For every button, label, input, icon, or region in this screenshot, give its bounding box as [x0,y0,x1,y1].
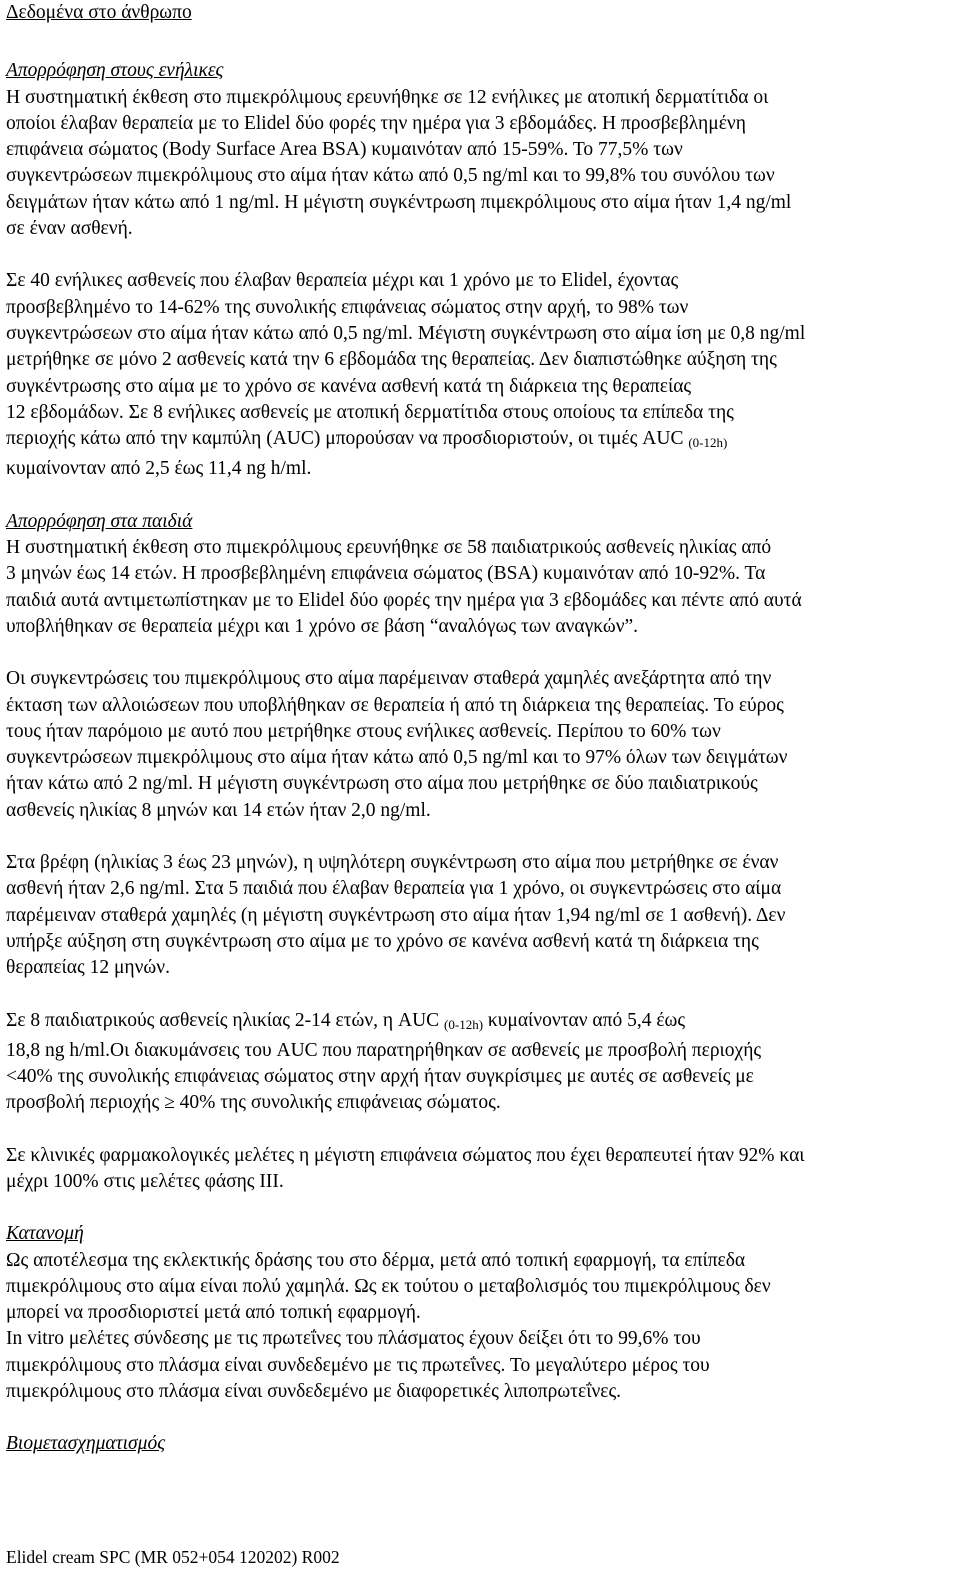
text-line [6,426,954,456]
text-line: συγκεντρώσεων πιμεκρόλιμους στο αίμα ήταν κάτω από 0,5 ng/ml και το 97% όλων των δειγμάτων [6,747,788,769]
page-title: Δεδομένα στο άνθρωπο [6,2,192,23]
text-line: δειγμάτων ήταν κάτω από 1 ng/ml. Η μέγιστη συγκέντρωση πιμεκρόλιμους στο αίμα ήταν 1,4 ng/ml [6,191,792,213]
text-line [6,1008,954,1038]
text-line: ασθενείς ηλικίας 8 μηνών και 14 ετών ήταν 2,0 ng/ml. [6,799,431,821]
paragraph-children-3 [6,850,954,981]
text-line: Οι συγκεντρώσεις του πιμεκρόλιμους στο αίμα παρέμειναν σταθερά χαμηλές ανεξάρτητα από την [6,668,772,690]
text-line: οποίοι έλαβαν θεραπεία με το Elidel δύο φορές την ημέρα για 3 εβδομάδες. Η προσβεβλημένη [6,112,746,134]
text-line: πιμεκρόλιμους στο πλάσμα είναι συνδεδεμένο με διαφορετικές λιποπρωτεΐνες. [6,1381,622,1403]
paragraph-adults-1 [6,85,954,243]
text-line: πιμεκρόλιμους στο αίμα είναι πολύ χαμηλά. Ως εκ τούτου ο μεταβολισμός του πιμεκρόλιμους δεν [6,1275,771,1297]
section-heading-absorption-children: Απορρόφηση στα παιδιά [6,510,193,532]
text-line: θεραπείας 12 μηνών. [6,957,170,979]
text-line: Στα βρέφη (ηλικίας 3 έως 23 μηνών), η υψηλότερη συγκέντρωση στο αίμα που μετρήθηκε σε έναν [6,852,779,874]
text-line: παιδιά αυτά αντιμετωπίστηκαν με το Elidel δύο φορές την ημέρα για 3 εβδομάδες και πέντε από αυτά [6,589,802,611]
text-line: Σε 40 ενήλικες ασθενείς που έλαβαν θεραπεία μέχρι και 1 χρόνο με το Elidel, έχοντας [6,270,679,292]
text-line: επιφάνεια σώματος (Body Surface Area BSA) κυμαινόταν από 15-59%. Το 77,5% των [6,139,683,161]
text-line: πιμεκρόλιμους στο πλάσμα είναι συνδεδεμένο με τις πρωτεΐνες. Το μεγαλύτερο μέρος του [6,1354,710,1376]
paragraph-distribution [6,1248,954,1406]
text-line: συγκεντρώσεων στο αίμα ήταν κάτω από 0,5 ng/ml. Μέγιστη συγκέντρωση στο αίμα ίση με 0,8 ng/ml [6,322,806,344]
text-line: συγκεντρώσεων πιμεκρόλιμους στο αίμα ήταν κάτω από 0,5 ng/ml και το 99,8% του συνόλου των [6,165,775,187]
text-fragment: περιοχής κάτω από την καμπύλη (AUC) μπορούσαν να προσδιοριστούν, οι τιμές AUC [6,428,689,450]
text-line: μέχρι 100% στις μελέτες φάσης ΙΙΙ. [6,1170,284,1192]
text-line: <40% της συνολικής επιφάνειας σώματος στην αρχή ήταν συγκρίσιμες με αυτές σε ασθενείς με [6,1066,754,1088]
paragraph-children-2 [6,666,954,824]
text-line: Σε κλινικές φαρμακολογικές μελέτες η μέγιστη επιφάνεια σώματος που έχει θεραπευτεί ήταν 92% και [6,1144,805,1166]
text-line: Η συστηματική έκθεση στο πιμεκρόλιμους ερευνήθηκε σε 12 ενήλικες με ατοπική δερματίτιδα οι [6,86,769,108]
paragraph-children-5 [6,1143,954,1196]
section-heading-biotransformation: Βιομετασχηματισμός [6,1433,166,1455]
auc-subscript: (0-12h) [688,435,728,451]
text-line: In vitro μελέτες σύνδεσης με τις πρωτεΐνες του πλάσματος έχουν δείξει ότι το 99,6% του [6,1328,701,1350]
text-line: έκταση των αλλοιώσεων που υποβλήθηκαν σε θεραπεία ή από τη διάρκεια της θεραπείας. Το εύρος [6,694,784,716]
text-line: 18,8 ng h/ml.Οι διακυμάνσεις του AUC που παρατηρήθηκαν σε ασθενείς με προσβολή περιοχής [6,1039,762,1061]
paragraph-adults-2 [6,268,954,482]
text-line: ήταν κάτω από 2 ng/ml. Η μέγιστη συγκέντρωση στο αίμα που μετρήθηκε σε δύο παιδιατρικούς [6,773,758,795]
text-line: υπήρξε αύξηση στη συγκέντρωση στο αίμα με το χρόνο σε κανένα ασθενή κατά τη διάρκεια της [6,930,759,952]
page-footer: Elidel cream SPC (MR 052+054 120202) R002 [6,1547,340,1567]
auc-subscript: (0-12h) [444,1016,484,1032]
section-heading-distribution: Κατανομή [6,1223,84,1245]
document-page [6,0,954,1458]
text-line: προσβολή περιοχής ≥ 40% της συνολικής επιφάνειας σώματος. [6,1092,501,1114]
paragraph-children-4 [6,1008,954,1117]
paragraph-children-1 [6,535,954,640]
text-line: κυμαίνονταν από 2,5 έως 11,4 ng h/ml. [6,458,312,480]
text-line: προσβεβλημένο το 14-62% της συνολικής επιφάνειας σώματος στην αρχή, το 98% των [6,296,689,318]
text-line: παρέμειναν σταθερά χαμηλές (η μέγιστη συγκέντρωση στο αίμα ήταν 1,94 ng/ml σε 1 ασθενή). Δεν [6,904,786,926]
text-line: τους ήταν παρόμοιο με αυτό που μετρήθηκε στους ενήλικες ασθενείς. Περίπου το 60% των [6,720,721,742]
text-line: ασθενή ήταν 2,6 ng/ml. Στα 5 παιδιά που έλαβαν θεραπεία για 1 χρόνο, οι συγκεντρώσεις στο αίμα [6,878,782,900]
text-line: σε έναν ασθενή. [6,218,133,240]
text-line: υποβλήθηκαν σε θεραπεία μέχρι και 1 χρόνο σε βάση “αναλόγως των αναγκών”. [6,615,639,637]
text-line: μετρήθηκε σε μόνο 2 ασθενείς κατά την 6 εβδομάδα της θεραπείας. Δεν διαπιστώθηκε αύξηση της [6,349,777,371]
text-line: 3 μηνών έως 14 ετών. Η προσβεβλημένη επιφάνεια σώματος (BSA) κυμαινόταν από 10-92%. Τα [6,563,766,585]
text-line: 12 εβδομάδων. Σε 8 ενήλικες ασθενείς με ατοπική δερματίτιδα στους οποίους τα επίπεδα της [6,401,734,423]
text-fragment: κυμαίνονταν από 5,4 έως [483,1009,686,1031]
section-heading-absorption-adults: Απορρόφηση στους ενήλικες [6,60,224,82]
text-line: μπορεί να προσδιοριστεί μετά από τοπική εφαρμογή. [6,1302,421,1324]
text-line: Η συστηματική έκθεση στο πιμεκρόλιμους ερευνήθηκε σε 58 παιδιατρικούς ασθενείς ηλικίας από [6,537,772,559]
text-line: Ως αποτέλεσμα της εκλεκτικής δράσης του στο δέρμα, μετά από τοπική εφαρμογή, τα επίπεδα [6,1249,746,1271]
text-fragment: Σε 8 παιδιατρικούς ασθενείς ηλικίας 2-14 ετών, η AUC [6,1009,445,1031]
text-line: συγκέντρωσης στο αίμα με το χρόνο σε κανένα ασθενή κατά τη διάρκεια της θεραπείας [6,375,692,397]
